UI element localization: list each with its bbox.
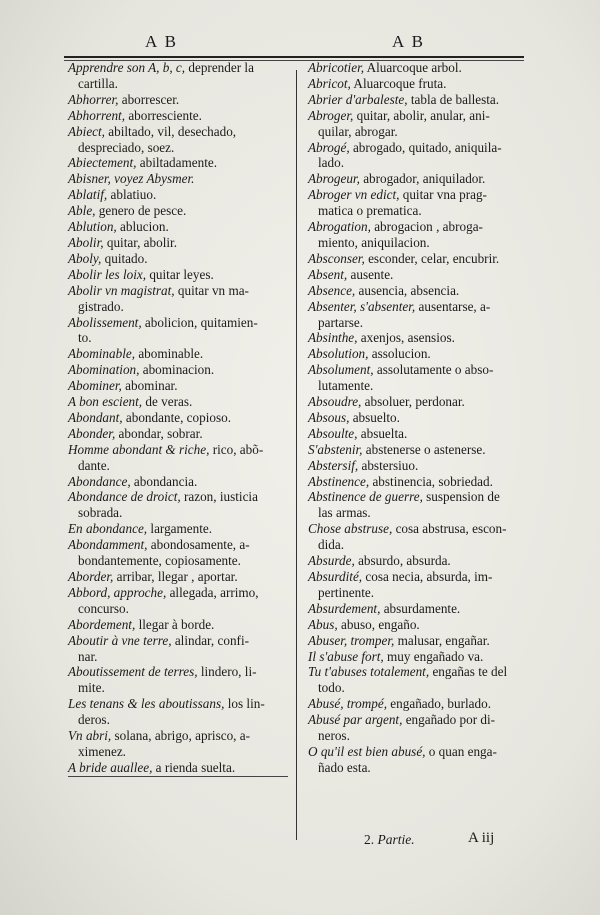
entry-headword: Abominer, xyxy=(68,378,122,394)
dictionary-entry xyxy=(308,362,538,394)
dictionary-entry xyxy=(308,458,538,474)
dictionary-entry xyxy=(308,299,538,331)
dictionary-entry xyxy=(308,569,538,601)
entry-continuation: bondantemente, copiosamente. xyxy=(78,553,241,569)
entry-definition: allegada, arrimo, xyxy=(166,584,259,600)
entry-definition: quitado. xyxy=(101,250,148,266)
entry-headword: Abondamment, xyxy=(68,537,148,553)
entry-definition: tabla de ballesta. xyxy=(407,91,500,107)
dictionary-entry xyxy=(308,60,538,76)
entry-headword: Abomination, xyxy=(68,362,140,378)
entry-definition: abondante, copioso. xyxy=(122,409,231,425)
dictionary-entry xyxy=(308,712,538,744)
entry-continuation: dida. xyxy=(318,537,345,553)
part-label xyxy=(364,832,415,848)
dictionary-entry xyxy=(308,108,538,140)
dictionary-entry xyxy=(68,569,288,585)
dictionary-entry xyxy=(308,617,538,633)
entry-headword: Aborder, xyxy=(68,569,114,584)
entry-definition: abominable. xyxy=(135,346,204,362)
entry-continuation: nar. xyxy=(78,648,98,664)
entry-headword: Abonder, xyxy=(68,425,116,441)
dictionary-entry xyxy=(68,426,288,442)
entry-definition: quitar vna prag- xyxy=(399,187,487,203)
entry-continuation: gistrado. xyxy=(78,298,124,314)
entry-definition: abrogado, quitado, aniquila- xyxy=(349,139,502,155)
entry-definition: solana, abrigo, aprisco, a- xyxy=(111,728,251,744)
entry-definition: quitar vn ma- xyxy=(174,282,249,298)
entry-definition: engañado, burlado. xyxy=(387,696,491,712)
entry-headword: Abordement, xyxy=(68,616,136,632)
entry-continuation: cartilla. xyxy=(78,75,118,91)
dictionary-entry xyxy=(68,537,288,569)
entry-headword: Abolir les loix, xyxy=(68,266,147,282)
dictionary-entry xyxy=(68,203,288,219)
entry-definition: a rienda suelta. xyxy=(152,759,236,775)
entry-headword: Absoulte, xyxy=(308,425,358,441)
entry-continuation: lutamente. xyxy=(318,378,374,394)
entry-continuation: to. xyxy=(78,330,92,346)
entry-headword: Absconser, xyxy=(308,250,365,266)
entry-headword: Absenter, s'absenter, xyxy=(308,298,416,314)
entry-definition: abstersiuo. xyxy=(358,457,419,473)
dictionary-entry xyxy=(308,330,538,346)
dictionary-entry xyxy=(68,92,288,108)
entry-headword: Absous, xyxy=(308,409,350,425)
entry-definition: suspension de xyxy=(422,489,500,505)
entry-definition: de veras. xyxy=(142,394,193,410)
entry-definition: razon, iusticia xyxy=(180,489,258,505)
entry-headword: Vn abri, xyxy=(68,728,112,744)
entry-continuation: ñado esta. xyxy=(318,759,371,775)
dictionary-entry xyxy=(308,283,538,299)
dictionary-entry xyxy=(308,664,538,696)
entry-headword: Aboutir à vne terre, xyxy=(68,632,172,648)
dictionary-entry xyxy=(68,155,288,171)
entry-continuation: lado. xyxy=(318,155,345,171)
dictionary-entry xyxy=(308,474,538,490)
dictionary-entry xyxy=(68,585,288,617)
entry-definition: abominar. xyxy=(121,378,178,394)
entry-continuation: deros. xyxy=(78,712,110,728)
entry-headword: Absinthe, xyxy=(308,330,358,346)
entry-definition: abrogador, aniquilador. xyxy=(359,171,486,187)
entry-continuation: sobrada. xyxy=(78,505,123,521)
entry-definition: absurdo, absurda. xyxy=(354,553,451,569)
dictionary-entry xyxy=(308,140,538,172)
entry-definition: rico, abõ- xyxy=(209,441,264,457)
entry-headword: Abolissement, xyxy=(68,314,142,330)
entry-definition: quitar leyes. xyxy=(146,266,214,282)
entry-continuation: matica o prematica. xyxy=(318,203,422,219)
entry-headword: Abhorrent, xyxy=(68,107,126,123)
dictionary-entry xyxy=(308,696,538,712)
dictionary-entry xyxy=(68,251,288,267)
entry-headword: Able, xyxy=(68,203,96,219)
entry-headword: Tu t'abuses totalement, xyxy=(308,664,430,680)
entry-definition: ausencia, absencia. xyxy=(355,282,460,298)
entry-headword: Abstersif, xyxy=(308,457,359,473)
dictionary-entry xyxy=(68,617,288,633)
dictionary-entry xyxy=(308,633,538,649)
entry-headword: Absent, xyxy=(308,266,348,282)
dictionary-entry xyxy=(68,108,288,124)
column-divider xyxy=(296,70,297,840)
dictionary-entry xyxy=(308,251,538,267)
entry-continuation: miento, aniquilacion. xyxy=(318,234,430,250)
entry-headword: Absurdement, xyxy=(308,600,381,616)
header-right: A B xyxy=(392,32,425,51)
entry-definition: deprender la xyxy=(185,60,254,75)
entry-headword: Abroger, xyxy=(308,107,354,123)
entry-headword: Absolument, xyxy=(308,362,374,378)
entry-definition: absuelto. xyxy=(349,409,400,425)
dictionary-entry xyxy=(68,171,288,187)
dictionary-entry xyxy=(308,76,538,92)
entry-headword: Abrogeur, xyxy=(308,171,360,187)
entry-definition: aborrescer. xyxy=(118,91,180,107)
entry-headword: Absolution, xyxy=(308,346,369,362)
entry-definition: abondancia. xyxy=(130,473,198,489)
entry-definition: absurdamente. xyxy=(380,600,461,616)
entry-headword: Abusé par argent, xyxy=(308,712,403,728)
dictionary-entry xyxy=(68,267,288,283)
entry-headword: Homme abondant & riche, xyxy=(68,441,210,457)
dictionary-entry xyxy=(308,267,538,283)
entry-headword: Abondant, xyxy=(68,409,123,425)
entry-headword: Abroger vn edict, xyxy=(308,187,400,203)
entry-definition: arribar, llegar , aportar. xyxy=(113,569,238,584)
entry-definition: abolicion, quitamien- xyxy=(141,314,258,330)
entry-headword: Abrogation, xyxy=(308,219,371,235)
entry-headword: Il s'abuse fort, xyxy=(308,648,384,664)
entry-headword: Abhorrer, xyxy=(68,91,119,107)
dictionary-entry xyxy=(68,410,288,426)
dictionary-entry xyxy=(308,521,538,553)
entry-continuation: quilar, abrogar. xyxy=(318,123,398,139)
entry-headword: Abstinence, xyxy=(308,473,370,489)
entry-definition: Aluarcoque fruta. xyxy=(350,75,447,91)
entry-headword: Abominable, xyxy=(68,346,136,362)
entry-definition: abominacion. xyxy=(139,362,215,378)
entry-headword: Abus, xyxy=(308,616,338,632)
entry-headword: Abrier d'arbaleste, xyxy=(308,91,408,107)
entry-headword: Abuser, tromper, xyxy=(308,632,395,648)
entry-continuation: las armas. xyxy=(318,505,371,521)
entry-definition: esconder, celar, encubrir. xyxy=(364,250,500,266)
dictionary-entry xyxy=(308,489,538,521)
entry-headword: En abondance, xyxy=(68,521,148,537)
entry-headword: Abolir vn magistrat, xyxy=(68,282,175,298)
entry-definition: malusar, engañar. xyxy=(394,632,490,648)
dictionary-entry xyxy=(68,394,288,410)
entry-headword: Ablution, xyxy=(68,219,117,235)
entry-definition: assolutamente o abso- xyxy=(373,362,494,378)
entry-continuation: neros. xyxy=(318,728,350,744)
dictionary-entry xyxy=(68,283,288,315)
entry-headword: Abricotier, xyxy=(308,60,365,75)
entry-definition: absoluer, perdonar. xyxy=(361,394,465,410)
part-word: Partie. xyxy=(377,832,415,847)
entry-headword: Aboly, xyxy=(68,250,102,266)
entry-definition: abrogacion , abroga- xyxy=(370,219,483,235)
entry-headword: Abrogé, xyxy=(308,139,350,155)
dictionary-entry xyxy=(68,728,288,760)
entry-continuation: todo. xyxy=(318,680,345,696)
entry-headword: Absurdité, xyxy=(308,569,363,584)
entry-headword: Abolir, xyxy=(68,234,104,250)
entry-definition: quitar, abolir. xyxy=(103,234,177,250)
entry-headword: Absence, xyxy=(308,282,356,298)
entry-definition: largamente. xyxy=(147,521,213,537)
entry-definition: Aluarcoque arbol. xyxy=(364,60,462,75)
entry-definition: ausente. xyxy=(347,266,394,282)
entry-continuation: dante. xyxy=(78,457,110,473)
entry-definition: quitar, abolir, anular, ani- xyxy=(353,107,490,123)
entry-definition: ausentarse, a- xyxy=(415,298,491,314)
dictionary-entry xyxy=(308,92,538,108)
dictionary-entry xyxy=(308,346,538,362)
entry-headword: A bon escient, xyxy=(68,394,143,410)
dictionary-entry xyxy=(68,362,288,378)
dictionary-entry xyxy=(68,521,288,537)
entry-continuation: partarse. xyxy=(318,314,364,330)
entry-definition: cosa necia, absurda, im- xyxy=(362,569,493,584)
entry-definition: lindero, li- xyxy=(197,664,257,680)
entry-headword: Abricot, xyxy=(308,75,351,91)
dictionary-entry xyxy=(68,124,288,156)
page-footer xyxy=(0,832,600,856)
entry-definition: abstenerse o astenerse. xyxy=(362,441,486,457)
entry-headword: Ablatif, xyxy=(68,187,108,203)
entry-headword: Abusé, trompé, xyxy=(308,696,387,712)
entry-continuation: pertinente. xyxy=(318,584,375,600)
entry-definition: cosa abstrusa, escon- xyxy=(392,521,507,537)
entry-definition: abondar, sobrar. xyxy=(115,425,203,441)
running-header xyxy=(0,10,600,52)
dictionary-entry xyxy=(308,744,538,776)
header-left: A B xyxy=(145,32,178,51)
entry-definition: ablucion. xyxy=(116,219,169,235)
dictionary-entry xyxy=(308,553,538,569)
entry-definition: abiltadamente. xyxy=(136,155,218,171)
entry-headword: O qu'il est bien abusé, xyxy=(308,743,426,759)
entry-headword: Abisner, voyez Abysmer. xyxy=(68,171,195,187)
dictionary-entry xyxy=(68,346,288,362)
entry-definition: abuso, engaño. xyxy=(337,616,420,632)
signature-mark: A iij xyxy=(468,830,495,846)
entry-headword: Abiectement, xyxy=(68,155,137,171)
dictionary-entry xyxy=(68,187,288,203)
part-number: 2. xyxy=(364,832,375,847)
entry-continuation: concurso. xyxy=(78,600,129,616)
entry-definition: o quan enga- xyxy=(425,743,497,759)
dictionary-entry xyxy=(68,664,288,696)
dictionary-entry xyxy=(308,649,538,665)
dictionary-entry xyxy=(68,235,288,251)
entry-definition: genero de pesce. xyxy=(95,203,187,219)
entry-continuation: despreciado, soez. xyxy=(78,139,175,155)
dictionary-entry xyxy=(68,696,288,728)
entry-headword: S'abstenir, xyxy=(308,441,363,457)
dictionary-entry xyxy=(308,187,538,219)
dictionary-entry xyxy=(68,633,288,665)
dictionary-entry xyxy=(308,410,538,426)
dictionary-entry xyxy=(68,474,288,490)
dictionary-entry xyxy=(68,60,288,92)
entry-definition: abstinencia, sobriedad. xyxy=(369,473,493,489)
dictionary-entry xyxy=(308,426,538,442)
dictionary-entry xyxy=(68,378,288,394)
entry-definition: abondosamente, a- xyxy=(147,537,250,553)
dictionary-entry xyxy=(68,315,288,347)
entry-headword: Abondance, xyxy=(68,473,131,489)
dictionary-entry xyxy=(308,219,538,251)
entry-headword: Absoudre, xyxy=(308,394,362,410)
dictionary-entry xyxy=(308,601,538,617)
entry-definition: absuelta. xyxy=(357,425,408,441)
entry-definition: aborresciente. xyxy=(125,107,202,123)
entry-headword: Abondance de droict, xyxy=(68,489,181,505)
entry-headword: Abiect, xyxy=(68,123,105,139)
entry-definition: abiltado, vil, desechado, xyxy=(104,123,237,139)
dictionary-entry xyxy=(68,442,288,474)
entry-headword: Abstinence de guerre, xyxy=(308,489,423,505)
entry-definition: engañas te del xyxy=(429,664,508,680)
entry-definition: los lin- xyxy=(224,696,265,712)
left-column xyxy=(68,60,288,777)
dictionary-entry xyxy=(308,394,538,410)
entry-definition: engañado por di- xyxy=(402,712,496,728)
entry-headword: Les tenans & les aboutissans, xyxy=(68,696,225,712)
dictionary-entry xyxy=(68,489,288,521)
entry-definition: axenjos, asensios. xyxy=(357,330,455,346)
entry-definition: alindar, confi- xyxy=(171,632,249,648)
entry-definition: assolucion. xyxy=(368,346,431,362)
entry-headword: Abbord, approche, xyxy=(68,584,167,600)
entry-definition: ablatiuo. xyxy=(107,187,157,203)
entry-headword: Chose abstruse, xyxy=(308,521,393,537)
entry-headword: Apprendre son A, b, c, xyxy=(68,60,186,75)
dictionary-entry xyxy=(68,219,288,235)
entry-continuation: ximenez. xyxy=(78,743,126,759)
entry-headword: Absurde, xyxy=(308,553,355,569)
entry-headword: A bride auallee, xyxy=(68,759,153,775)
entry-headword: Aboutissement de terres, xyxy=(68,664,198,680)
dictionary-entry xyxy=(308,171,538,187)
dictionary-entry xyxy=(68,760,288,777)
entry-continuation: mite. xyxy=(78,680,105,696)
entry-definition: llegar à borde. xyxy=(135,616,215,632)
right-column xyxy=(308,60,538,776)
dictionary-entry xyxy=(308,442,538,458)
entry-definition: muy engañado va. xyxy=(383,648,484,664)
